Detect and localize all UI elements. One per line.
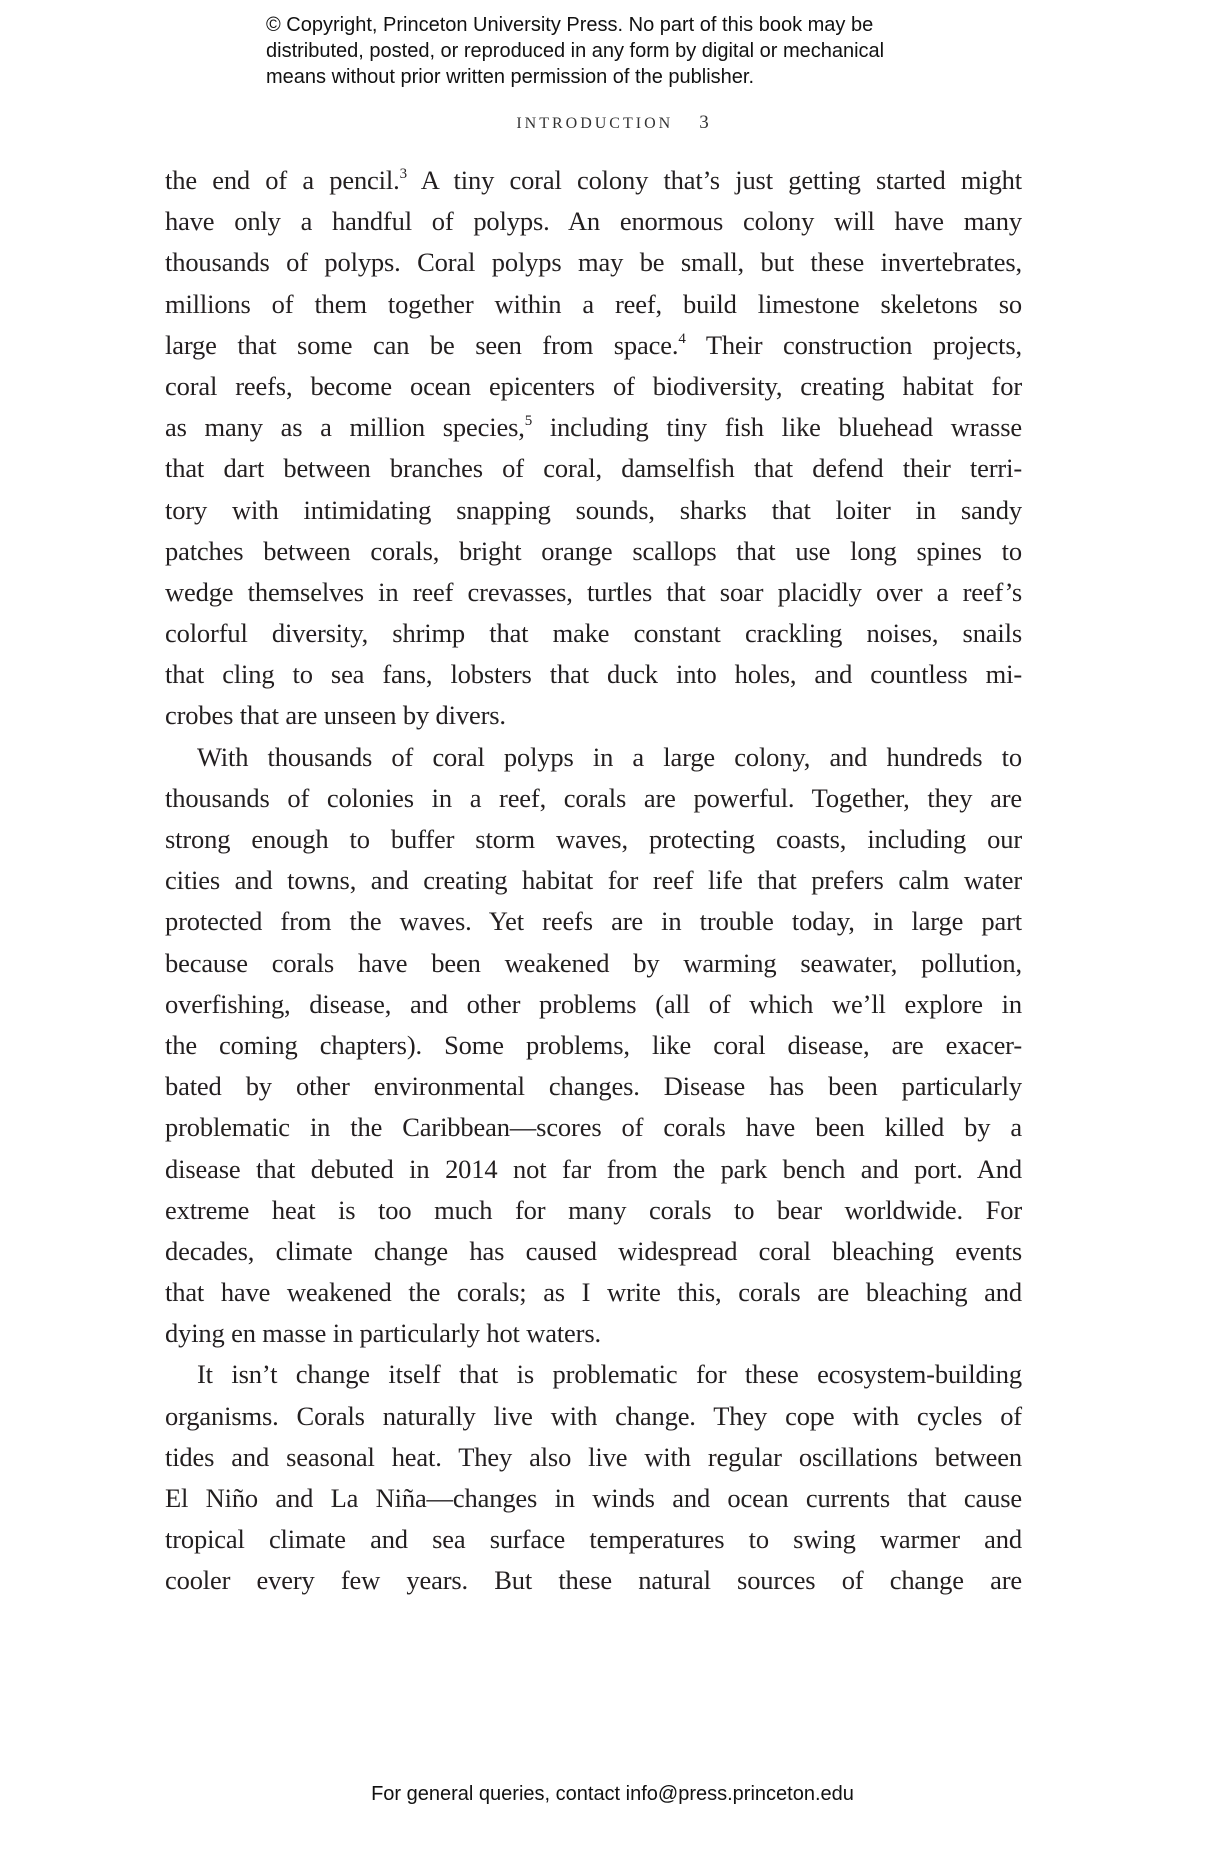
text-line: thousands of colonies in a reef, corals are powerful. Together, they are	[165, 782, 1022, 813]
text-line: protected from the waves. Yet reefs are in trouble today, in large part	[165, 906, 1022, 937]
text-line: that dart between branches of coral, damselfish that defend their terri-	[165, 453, 1022, 484]
text-line: because corals have been weakened by warming seawater, pollution,	[165, 947, 1022, 978]
paragraph	[165, 160, 1022, 737]
text-line: tory with intimidating snapping sounds, sharks that loiter in sandy	[165, 494, 1022, 525]
footer-contact: For general queries, contact info@press.princeton.edu	[371, 1783, 854, 1805]
text-line: organisms. Corals naturally live with change. They cope with cycles of	[165, 1400, 1022, 1431]
page-number: 3	[699, 112, 709, 133]
body-text	[165, 160, 1022, 1602]
text-line: With thousands of coral polyps in a large colony, and hundreds to	[197, 741, 1022, 772]
text-line: the coming chapters). Some problems, like coral disease, are exacer-	[165, 1029, 1022, 1060]
text-line: colorful diversity, shrimp that make constant crackling noises, snails	[165, 618, 1022, 649]
chapter-title: INTRODUCTION	[516, 115, 674, 132]
paragraph	[165, 1354, 1022, 1601]
running-head	[0, 112, 1225, 134]
text-line: the end of a pencil.$^3$ A tiny coral colony that’s just getting started might	[165, 165, 1022, 195]
paragraph	[165, 737, 1022, 1355]
text-line: that have weakened the corals; as I write this, corals are bleaching and	[165, 1277, 1022, 1308]
text-line: overfishing, disease, and other problems (all of which we’ll explore in	[165, 988, 1022, 1019]
text-line: cities and towns, and creating habitat for reef life that prefers calm water	[165, 865, 1022, 896]
text-line: as many as a million species,$^5$ including tiny fish like bluehead wrasse	[165, 412, 1022, 443]
text-line: large that some can be seen from space.$^4$ Their construction projects,	[165, 329, 1022, 360]
footnote-marker: 4	[678, 330, 686, 347]
text-line: cooler every few years. But these natural sources of change are	[165, 1565, 1022, 1596]
text-line: El Niño and La Niña—changes in winds and ocean currents that cause	[165, 1483, 1022, 1513]
text-line: coral reefs, become ocean epicenters of biodiversity, creating habitat for	[165, 370, 1022, 401]
text-line: crobes that are unseen by divers.	[165, 700, 506, 731]
text-line: tides and seasonal heat. They also live with regular oscillations between	[165, 1441, 1022, 1472]
text-line: wedge themselves in reef crevasses, turtles that soar placidly over a reef’s	[165, 576, 1022, 607]
text-line: It isn’t change itself that is problematic for these ecosystem-building	[197, 1359, 1022, 1390]
text-line: millions of them together within a reef, build limestone skeletons so	[165, 288, 1022, 319]
text-line: disease that debuted in 2014 not far from the park bench and port. And	[165, 1153, 1022, 1184]
copyright-line: means without prior written permission of the publisher.	[266, 66, 755, 88]
text-line: that cling to sea fans, lobsters that duck into holes, and countless mi-	[165, 659, 1022, 690]
text-line: patches between corals, bright orange scallops that use long spines to	[165, 535, 1022, 566]
text-line: tropical climate and sea surface temperatures to swing warmer and	[165, 1524, 1022, 1555]
text-line: strong enough to buffer storm waves, protecting coasts, including our	[165, 824, 1022, 854]
copyright-line: distributed, posted, or reproduced in any form by digital or mechanical	[266, 40, 885, 62]
text-line: decades, climate change has caused widespread coral bleaching events	[165, 1235, 1022, 1266]
text-line: thousands of polyps. Coral polyps may be small, but these invertebrates,	[165, 247, 1022, 278]
text-line: extreme heat is too much for many corals to bear worldwide. For	[165, 1194, 1022, 1225]
text-line: problematic in the Caribbean—scores of corals have been killed by a	[165, 1112, 1022, 1143]
copyright-line: © Copyright, Princeton University Press. No part of this book may be	[266, 14, 874, 36]
footnote-marker: 3	[399, 166, 407, 182]
text-line: have only a handful of polyps. An enormous colony will have many	[165, 206, 1022, 237]
text-line: bated by other environmental changes. Disease has been particularly	[165, 1071, 1022, 1102]
text-line: dying en masse in particularly hot waters.	[165, 1318, 601, 1349]
copyright-notice	[266, 12, 986, 90]
footnote-marker: 5	[524, 413, 533, 430]
